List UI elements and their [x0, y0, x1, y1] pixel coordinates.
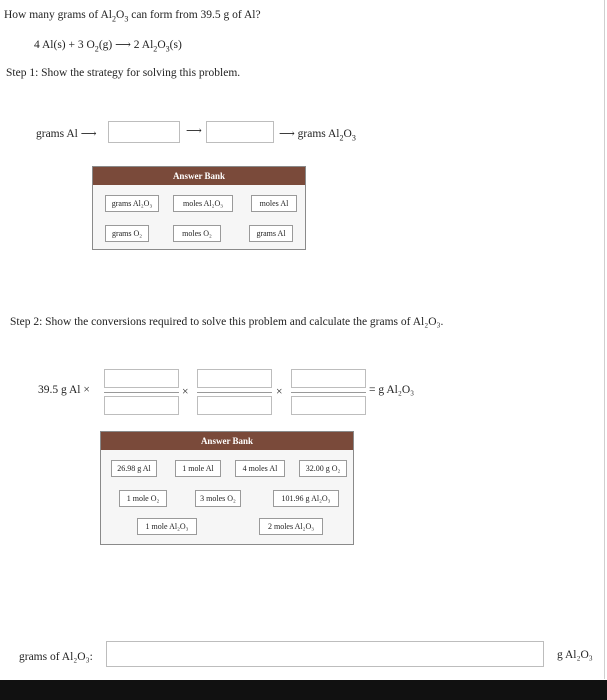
chip-2-moles-al2o3[interactable]: 2 moles Al₂O₃: [259, 518, 323, 535]
chip-1-mole-o2[interactable]: 1 mole O₂: [119, 490, 167, 507]
answer-input[interactable]: [106, 641, 544, 667]
answer-unit: g Al₂O₃: [557, 649, 593, 661]
answer-bank-title: Answer Bank: [101, 432, 353, 450]
chip-26-98-g-al[interactable]: 26.98 g Al: [111, 460, 157, 477]
chip-1-mole-al[interactable]: 1 mole Al: [175, 460, 221, 477]
strategy-drop-slot-2[interactable]: [206, 121, 274, 143]
reaction-arrow-icon: ⟶: [115, 39, 131, 51]
chip-moles-al2o3[interactable]: moles Al₂O₃: [173, 195, 233, 212]
factor3-denominator[interactable]: [291, 396, 366, 415]
factor2-denominator[interactable]: [197, 396, 272, 415]
strategy-end: ⟶ grams $Al_2O_3$: [279, 128, 356, 143]
answer-label: grams of Al₂O₃:: [19, 651, 93, 663]
conversion-start: 39.5 g Al ×: [38, 384, 90, 396]
chip-moles-al[interactable]: moles Al: [251, 195, 297, 212]
factor1-numerator[interactable]: [104, 369, 179, 388]
chip-1-mole-al2o3[interactable]: 1 mole Al₂O₃: [137, 518, 197, 535]
multiply-sign: ×: [276, 386, 283, 398]
step2-label: Step 2: Show the conversions required to solve this problem and calculate the grams of Al₂O₃.: [10, 316, 444, 328]
chip-32-00-g-o2[interactable]: 32.00 g O₂: [299, 460, 347, 477]
answer-bank-step2: [100, 431, 354, 545]
strategy-start: grams Al ⟶: [36, 128, 97, 140]
arrow-right-icon: ⟶: [80, 128, 97, 140]
factor2-numerator[interactable]: [197, 369, 272, 388]
strategy-drop-slot-1[interactable]: [108, 121, 180, 143]
chip-101-96-g-al2o3[interactable]: 101.96 g Al₂O₃: [273, 490, 339, 507]
conversion-result: = g Al₂O₃: [369, 384, 415, 396]
question-text: How many grams of $Al_2O_3$ can form from 39.5 g of Al?: [4, 9, 261, 24]
arrow-right-icon: ⟶: [186, 125, 202, 137]
factor3-fraction-line: [291, 392, 366, 393]
factor2-fraction-line: [197, 392, 272, 393]
chip-4-moles-al[interactable]: 4 moles Al: [235, 460, 285, 477]
answer-bank-step1: [92, 166, 306, 250]
multiply-sign: ×: [182, 386, 189, 398]
factor1-denominator[interactable]: [104, 396, 179, 415]
chip-moles-o2[interactable]: moles O₂: [173, 225, 221, 242]
chip-3-moles-o2[interactable]: 3 moles O₂: [195, 490, 241, 507]
chip-grams-al2o3[interactable]: grams Al₂O₃: [105, 195, 159, 212]
factor1-fraction-line: [104, 392, 179, 393]
chip-grams-o2[interactable]: grams O₂: [105, 225, 149, 242]
chip-grams-al[interactable]: grams Al: [249, 225, 293, 242]
bottom-bar: [0, 680, 607, 700]
step1-label: Step 1: Show the strategy for solving this problem.: [6, 67, 241, 79]
chemical-equation: 4 Al(s) + 3 $O_2(g)$ ⟶ 2 $Al_2O_3(s)$: [34, 39, 182, 54]
factor3-numerator[interactable]: [291, 369, 366, 388]
answer-bank-title: Answer Bank: [93, 167, 305, 185]
arrow-right-icon: ⟶: [279, 128, 295, 140]
